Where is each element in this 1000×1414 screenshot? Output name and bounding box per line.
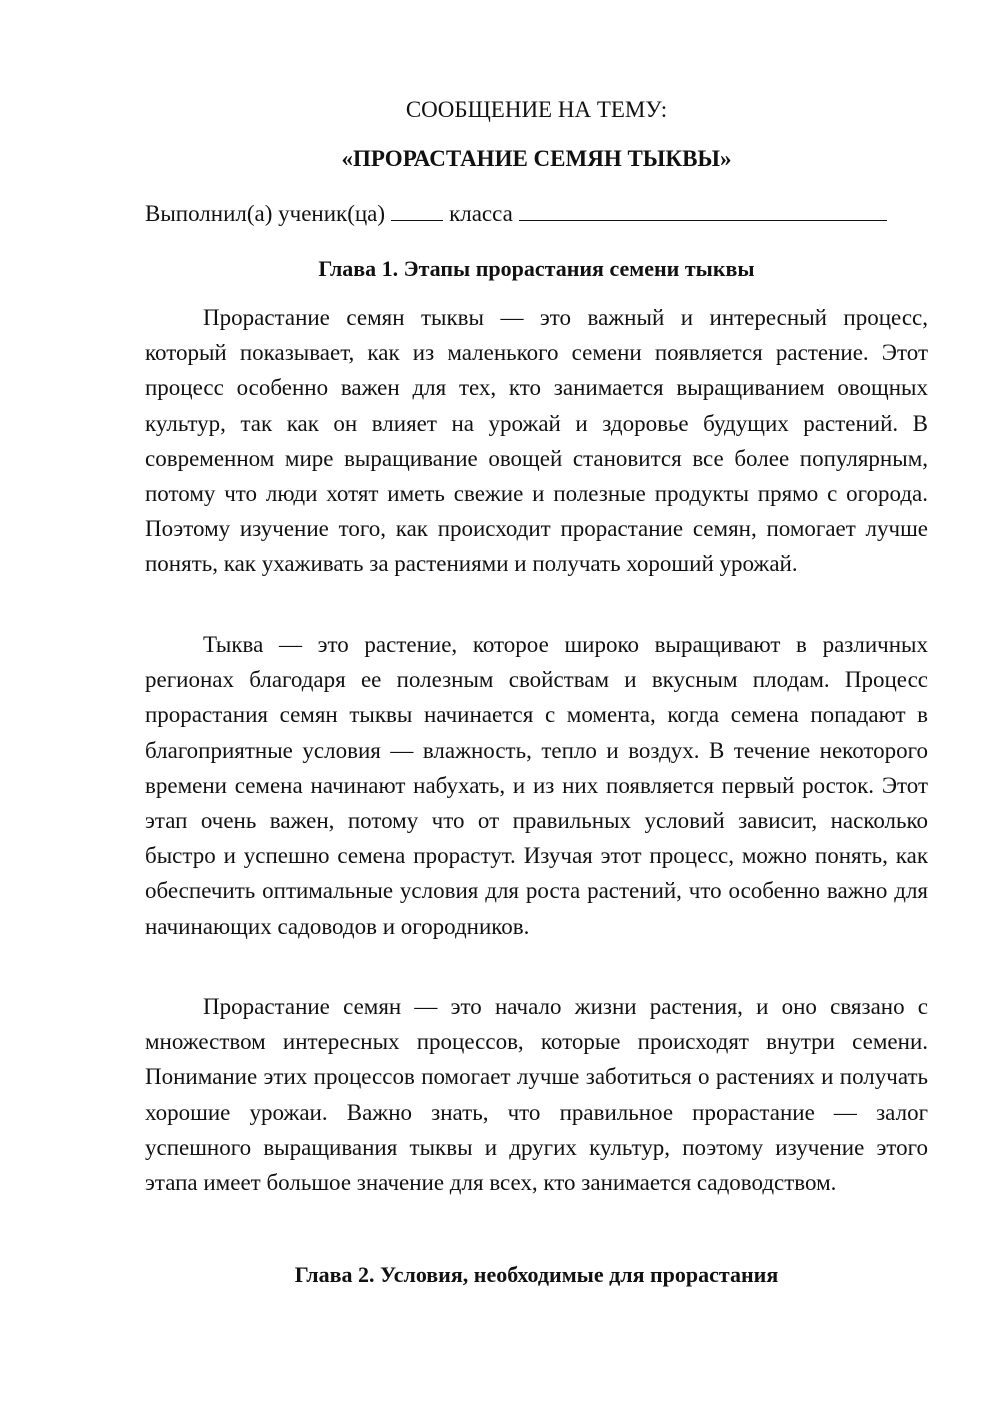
student-label: Выполнил(а) ученик(ца)	[145, 201, 386, 226]
paragraph-2: Тыква — это растение, которое широко выращивают в различных регионах благодаря ее полезным свойствам и вкусным плодам. Процесс прорастания семян тыквы начинается с момента, когда семена попадают в благоприятные условия — влажность, тепло и воздух. В течение некоторого времени семена начинают набухать, и из них появляется первый росток. Этот этап очень важен, потому что от правильных условий зависит, насколько быстро и успешно семена прорастут. Изучая этот процесс, можно понять, как обеспечить оптимальные условия для роста растений, что особенно важно для начинающих садоводов и огородников.	[145, 632, 928, 939]
paragraph-1: Прорастание семян тыквы — это важный и интересный процесс, который показывает, как из маленького семени появляется растение. Этот процесс особенно важен для тех, кто занимается выращиванием овощных культур, так как он влияет на урожай и здоровье будущих растений. В современном мире выращивание овощей становится все более популярным, потому что люди хотят иметь свежие и полезные продукты прямо с огорода. Поэтому изучение того, как происходит прорастание семян, помогает лучше понять, как ухаживать за растениями и получать хороший урожай.	[145, 305, 928, 577]
author-line	[145, 198, 928, 229]
class-label: класса	[449, 201, 513, 226]
title-line-1: СООБЩЕНИЕ НА ТЕМУ:	[405, 97, 668, 122]
chapter-1-heading: Глава 1. Этапы прорастания семени тыквы	[318, 256, 755, 281]
title-line-2: «ПРОРАСТАНИЕ СЕМЯН ТЫКВЫ»	[341, 146, 732, 171]
student-name-blank	[519, 198, 887, 221]
paragraph-3: Прорастание семян — это начало жизни растения, и оно связано с множеством интересных процессов, которые происходят внутри семени. Понимание этих процессов помогает лучше заботиться о растениях и получать хорошие урожаи. Важно знать, что правильное прорастание — залог успешного выращивания тыквы и других культур, поэтому изучение этого этапа имеет большое значение для всех, кто занимается садоводством.	[145, 994, 928, 1196]
chapter-2-heading: Глава 2. Условия, необходимые для прорастания	[294, 1262, 779, 1287]
class-number-blank	[391, 198, 443, 221]
